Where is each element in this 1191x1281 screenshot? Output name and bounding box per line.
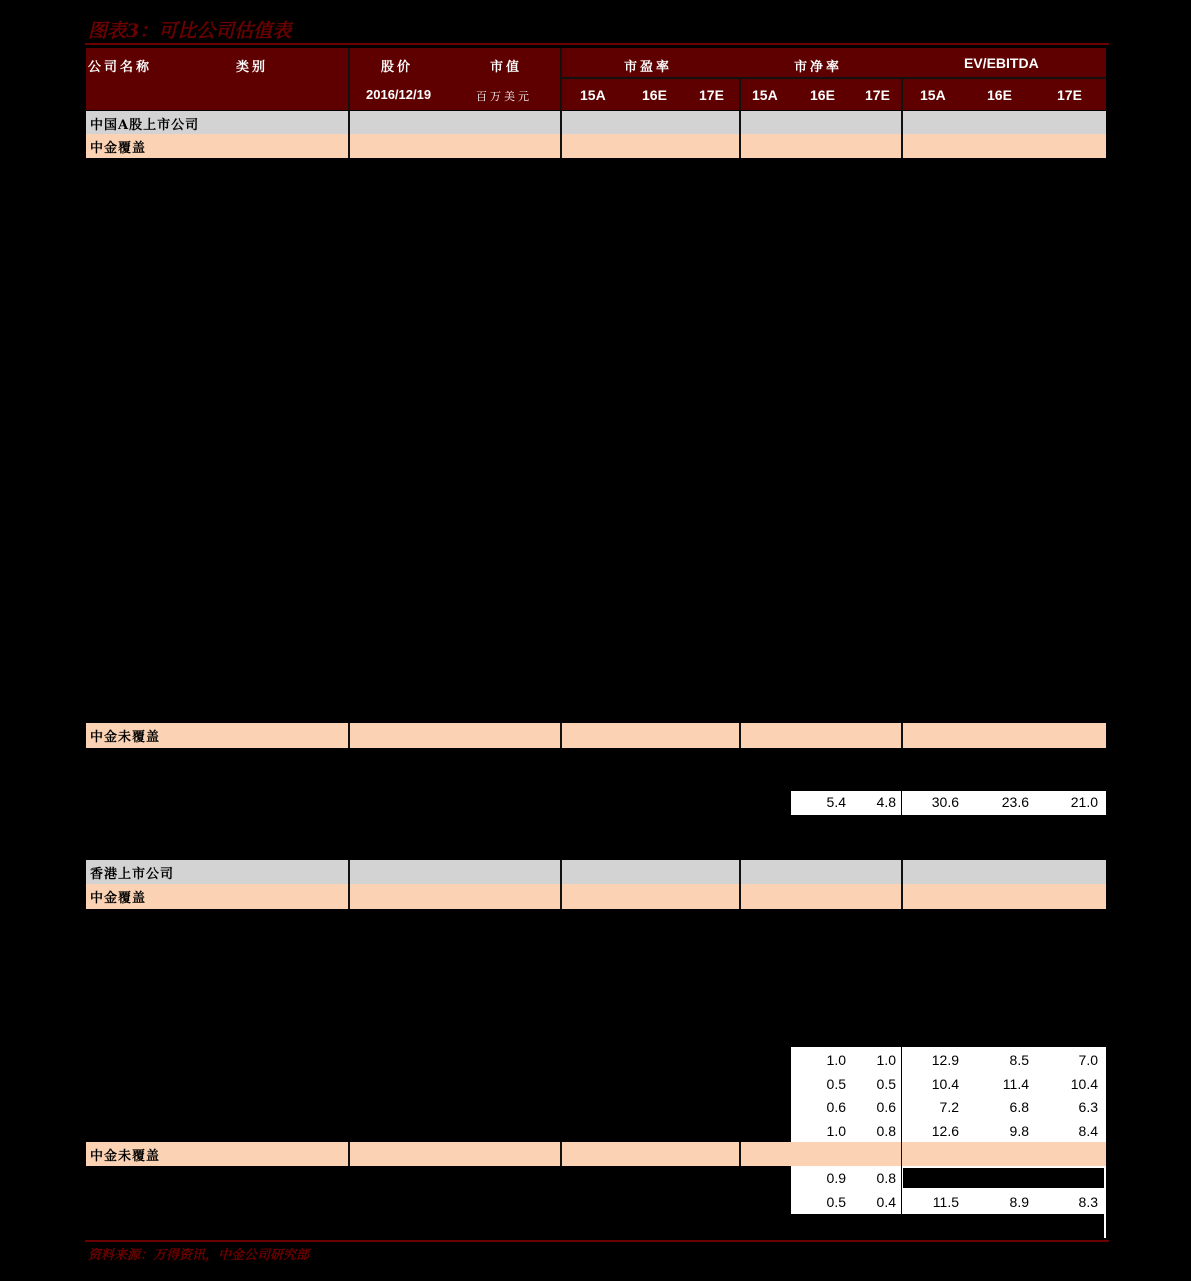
section-label: 香港上市公司: [90, 867, 175, 882]
hk-covered-data: [791, 1047, 1106, 1142]
hk-uncovered-data: [791, 1166, 1106, 1214]
pb-17e: 17E: [865, 87, 890, 103]
title-rule: [85, 43, 1109, 45]
section-a-uncovered: [86, 723, 1106, 748]
col-company-name: 公司名称: [88, 60, 153, 75]
pe-15a: 15A: [580, 87, 606, 103]
section-label: 中金未覆盖: [90, 730, 161, 745]
pe-16e: 16E: [642, 87, 667, 103]
pe-17e: 17E: [699, 87, 724, 103]
section-label: 中国A股上市公司: [90, 118, 200, 133]
ev-15a: 15A: [920, 87, 946, 103]
col-pe: 市盈率: [624, 60, 673, 75]
table-row: 0.9 0.8: [826, 1170, 896, 1186]
table-row: 0.5 0.5 10.4 11.4 10.4: [826, 1076, 1098, 1092]
figure-title: 图表3：可比公司估值表: [88, 20, 292, 42]
col-pb: 市净率: [794, 60, 843, 75]
table-row: 0.6 0.6 7.2 6.8 6.3: [826, 1099, 1098, 1115]
col-market-cap: 市值: [490, 60, 523, 75]
col-category: 类别: [236, 60, 269, 75]
section-label: 中金覆盖: [90, 891, 147, 906]
table-row: 1.0 0.8 12.6 9.8 8.4: [826, 1123, 1098, 1139]
section-hk-uncovered: [86, 1142, 1106, 1166]
section-a-covered: [86, 134, 1106, 158]
source-note: 资料来源：万得资讯，中金公司研究部: [88, 1248, 310, 1263]
col-ev-ebitda: EV/EBITDA: [964, 55, 1039, 71]
section-a-share: [86, 111, 1106, 134]
pb-15a: 15A: [752, 87, 778, 103]
pb-16e: 16E: [810, 87, 835, 103]
col-price: 股价: [381, 60, 414, 75]
source-rule: [85, 1240, 1109, 1242]
table-row: 1.0 1.0 12.9 8.5 7.0: [826, 1052, 1098, 1068]
table-header: [86, 48, 1106, 110]
col-market-cap-unit: 百万美元: [476, 90, 532, 103]
section-hk: [86, 860, 1106, 884]
table-row: 0.5 0.4 11.5 8.9 8.3: [826, 1194, 1098, 1210]
ev-16e: 16E: [987, 87, 1012, 103]
table-row: 5.4 4.8 30.6 23.6 21.0: [791, 791, 1106, 815]
section-label: 中金覆盖: [90, 141, 147, 156]
section-label: 中金未覆盖: [90, 1149, 161, 1164]
ev-17e: 17E: [1057, 87, 1082, 103]
section-hk-covered: [86, 884, 1106, 909]
col-price-date: 2016/12/19: [366, 87, 432, 102]
